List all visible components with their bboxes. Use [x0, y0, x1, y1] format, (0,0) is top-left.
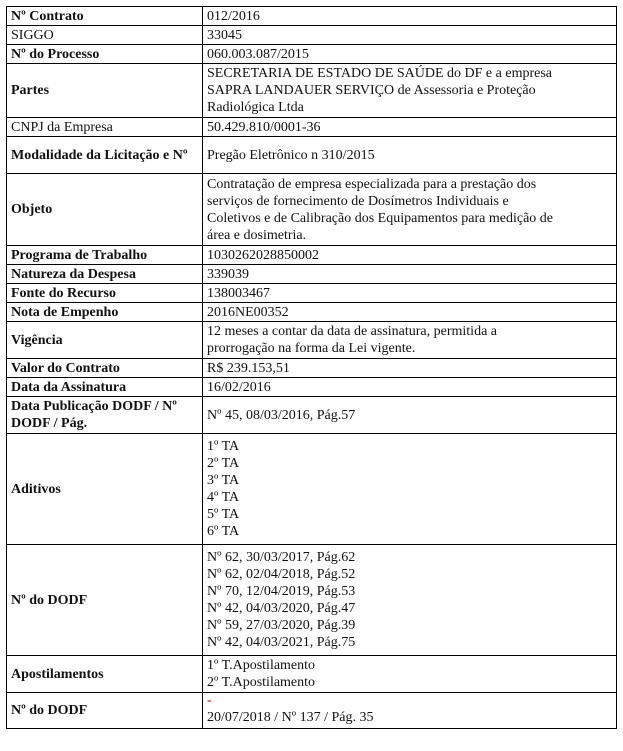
dodf-item: Nº 70, 12/04/2019, Pág.53 — [207, 584, 356, 599]
dodf-item: Nº 59, 27/03/2020, Pág.39 — [207, 618, 356, 633]
partes-line: SECRETARIA DE ESTADO DE SAÚDE do DF e a empresa — [207, 66, 553, 81]
row-aditivos — [7, 434, 617, 545]
value-empenho: 2016NE00352 — [203, 303, 617, 322]
partes-line: Radiológica Ltda — [207, 100, 304, 115]
objeto-line: Coletivos e de Calibração dos Equipamentos para medição de — [207, 210, 554, 226]
label-natureza: Natureza da Despesa — [7, 265, 203, 284]
contract-summary-table — [6, 6, 617, 729]
dodf-item: Nº 42, 04/03/2021, Pág.75 — [207, 635, 356, 650]
value-dodf-aditivos — [203, 545, 617, 656]
label-assinatura: Data da Assinatura — [7, 378, 203, 397]
row-objeto — [7, 174, 617, 246]
value-cnpj: 50.429.810/0001-36 — [203, 118, 617, 137]
label-valor: Valor do Contrato — [7, 359, 203, 378]
value-contrato: 012/2016 — [203, 7, 617, 26]
aditivo-item: 6º TA — [207, 524, 240, 539]
aditivo-item: 5º TA — [207, 507, 240, 522]
row-apostilamentos — [7, 656, 617, 693]
apostilamento-item: 1º T.Apostilamento — [207, 658, 316, 673]
label-publicacao: Data Publicação DODF / Nº DODF / Pág. — [7, 397, 203, 434]
vigencia-line: prorrogação na forma da Lei vigente. — [207, 341, 416, 356]
value-objeto — [203, 174, 617, 246]
row-siggo — [7, 26, 617, 45]
label-cnpj: CNPJ da Empresa — [7, 118, 203, 137]
value-assinatura: 16/02/2016 — [203, 378, 617, 397]
row-vigencia — [7, 322, 617, 359]
label-aditivos: Aditivos — [7, 434, 203, 545]
value-publicacao: Nº 45, 08/03/2016, Pág.57 — [203, 397, 617, 434]
label-objeto: Objeto — [7, 174, 203, 246]
aditivo-item: 2º TA — [207, 456, 240, 471]
label-apostilamentos: Apostilamentos — [7, 656, 203, 693]
label-fonte: Fonte do Recurso — [7, 284, 203, 303]
label-dodf-apostilamentos: Nº do DODF — [7, 693, 203, 729]
value-aditivos — [203, 434, 617, 545]
value-fonte: 138003467 — [203, 284, 617, 303]
dash-mark: - — [207, 693, 212, 708]
aditivo-item: 1º TA — [207, 439, 240, 454]
value-siggo: 33045 — [203, 26, 617, 45]
label-modalidade: Modalidade da Licitação e Nº — [7, 137, 203, 174]
value-vigencia — [203, 322, 617, 359]
row-natureza — [7, 265, 617, 284]
objeto-line: área e dosimetria. — [207, 227, 307, 243]
dodf-apostilamento-item: 20/07/2018 / Nº 137 / Pág. 35 — [207, 710, 374, 725]
row-dodf-aditivos — [7, 545, 617, 656]
value-modalidade: Pregão Eletrônico n 310/2015 — [203, 137, 617, 174]
value-processo: 060.003.087/2015 — [203, 45, 617, 64]
dodf-item: Nº 62, 02/04/2018, Pág.52 — [207, 567, 356, 582]
row-partes — [7, 64, 617, 118]
apostilamento-item: 2º T.Apostilamento — [207, 675, 316, 690]
row-contrato — [7, 7, 617, 26]
partes-line: SAPRA LANDAUER SERVIÇO de Assessoria e Proteção — [207, 83, 536, 98]
label-empenho: Nota de Empenho — [7, 303, 203, 322]
row-modalidade — [7, 137, 617, 174]
row-publicacao — [7, 397, 617, 434]
row-valor — [7, 359, 617, 378]
value-valor: R$ 239.153,51 — [203, 359, 617, 378]
aditivo-item: 3º TA — [207, 473, 240, 488]
label-programa: Programa de Trabalho — [7, 246, 203, 265]
row-processo — [7, 45, 617, 64]
dodf-item: Nº 42, 04/03/2020, Pág.47 — [207, 601, 356, 616]
row-fonte — [7, 284, 617, 303]
aditivo-item: 4º TA — [207, 490, 240, 505]
value-programa: 1030262028850002 — [203, 246, 617, 265]
row-dodf-apostilamentos — [7, 693, 617, 729]
value-natureza: 339039 — [203, 265, 617, 284]
row-empenho — [7, 303, 617, 322]
objeto-line: Contratação de empresa especializada para a prestação dos — [207, 176, 537, 192]
dodf-item: Nº 62, 30/03/2017, Pág.62 — [207, 550, 356, 565]
value-partes — [203, 64, 617, 118]
objeto-line: serviços de fornecimento de Dosímetros Individuais e — [207, 193, 509, 209]
label-partes: Partes — [7, 64, 203, 118]
label-contrato: Nº Contrato — [7, 7, 203, 26]
label-dodf-aditivos: Nº do DODF — [7, 545, 203, 656]
label-siggo: SIGGO — [7, 26, 203, 45]
label-processo: Nº do Processo — [7, 45, 203, 64]
value-apostilamentos — [203, 656, 617, 693]
label-vigencia: Vigência — [7, 322, 203, 359]
row-cnpj — [7, 118, 617, 137]
vigencia-line: 12 meses a contar da data de assinatura, permitida a — [207, 324, 497, 339]
value-dodf-apostilamentos — [203, 693, 617, 729]
row-programa — [7, 246, 617, 265]
row-assinatura — [7, 378, 617, 397]
